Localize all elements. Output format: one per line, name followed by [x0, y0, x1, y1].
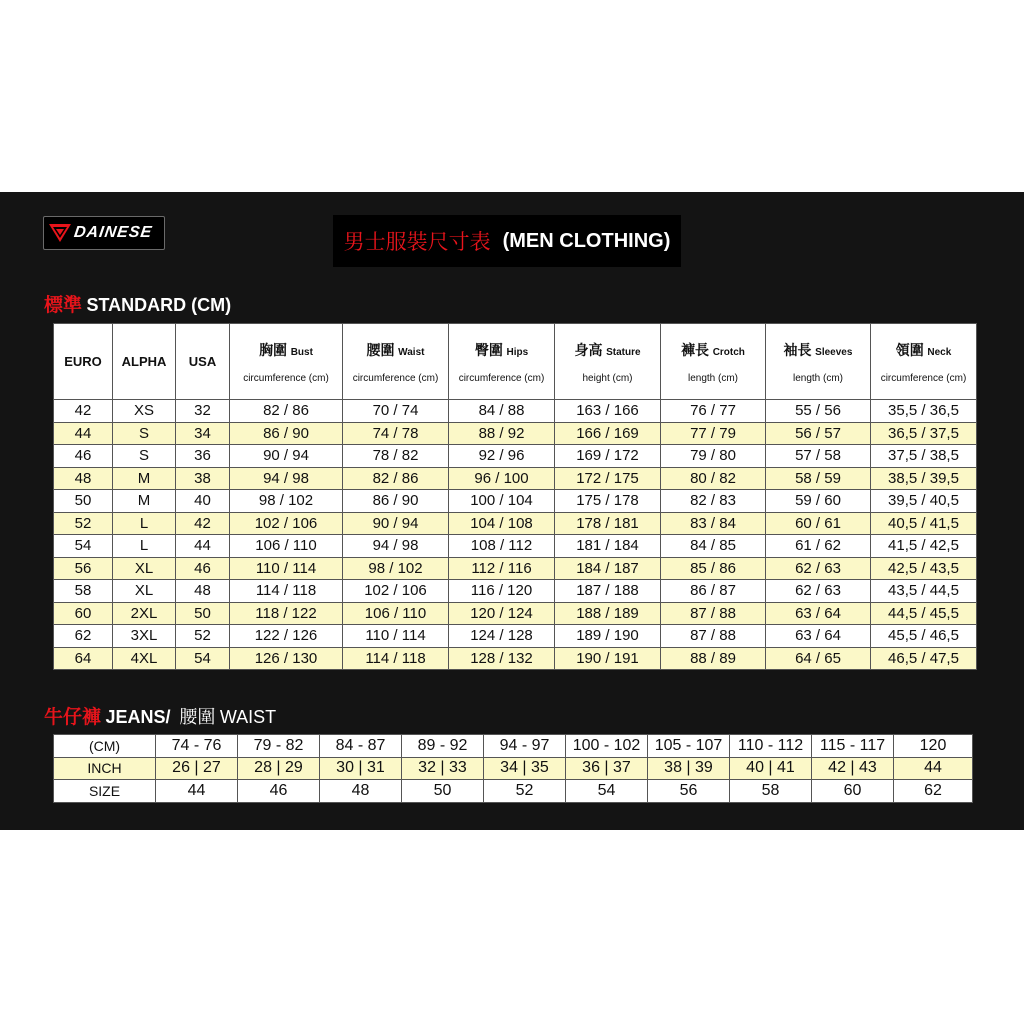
- table-cell: 114 / 118: [343, 647, 449, 670]
- col-header: EURO: [54, 324, 113, 400]
- table-cell: 60: [54, 602, 113, 625]
- table-cell: 79 / 80: [661, 445, 766, 468]
- table-cell: 46,5 / 47,5: [871, 647, 977, 670]
- table-cell: 42 | 43: [812, 757, 894, 780]
- table-cell: 166 / 169: [555, 422, 661, 445]
- table-cell: 36 | 37: [566, 757, 648, 780]
- table-cell: 48: [320, 780, 402, 803]
- table-cell: 79 - 82: [238, 735, 320, 758]
- table-cell: 126 / 130: [230, 647, 343, 670]
- table-cell: 54: [54, 535, 113, 558]
- col-header: 身高 Stature height (cm): [555, 324, 661, 400]
- jeans-heading-en2: WAIST: [219, 707, 277, 727]
- table-cell: 88 / 89: [661, 647, 766, 670]
- table-cell: L: [113, 512, 176, 535]
- table-cell: 175 / 178: [555, 490, 661, 513]
- table-cell: 94 - 97: [484, 735, 566, 758]
- table-cell: 54: [566, 780, 648, 803]
- col-header: 腰圍 Waist circumference (cm): [343, 324, 449, 400]
- table-cell: 38 | 39: [648, 757, 730, 780]
- jeans-heading-cn: 牛仔褲: [44, 706, 102, 728]
- standard-heading-cn: 標準: [44, 294, 83, 316]
- col-header: 臀圍 Hips circumference (cm): [449, 324, 555, 400]
- table-cell: 87 / 88: [661, 625, 766, 648]
- col-header: ALPHA: [113, 324, 176, 400]
- standard-size-table: [53, 323, 977, 670]
- title-en: (MEN CLOTHING): [502, 229, 671, 252]
- table-cell: 169 / 172: [555, 445, 661, 468]
- table-cell: 105 - 107: [648, 735, 730, 758]
- table-row: [54, 647, 977, 670]
- table-cell: 39,5 / 40,5: [871, 490, 977, 513]
- table-cell: 120: [894, 735, 973, 758]
- col-header: 領圍 Neck circumference (cm): [871, 324, 977, 400]
- table-cell: 122 / 126: [230, 625, 343, 648]
- table-cell: 30 | 31: [320, 757, 402, 780]
- page-title: [333, 215, 681, 267]
- table-cell: 58: [730, 780, 812, 803]
- table-row: [54, 735, 973, 758]
- table-row: [54, 557, 977, 580]
- table-cell: 98 / 102: [343, 557, 449, 580]
- table-cell: 76 / 77: [661, 400, 766, 423]
- jeans-size-table: [53, 734, 973, 803]
- standard-heading: [44, 290, 231, 317]
- table-row: [54, 757, 973, 780]
- table-cell: 104 / 108: [449, 512, 555, 535]
- table-cell: 118 / 122: [230, 602, 343, 625]
- table-cell: 98 / 102: [230, 490, 343, 513]
- table-cell: 178 / 181: [555, 512, 661, 535]
- table-cell: 48: [176, 580, 230, 603]
- table-cell: 56: [648, 780, 730, 803]
- table-cell: 45,5 / 46,5: [871, 625, 977, 648]
- table-cell: 112 / 116: [449, 557, 555, 580]
- table-cell: 28 | 29: [238, 757, 320, 780]
- dainese-devil-icon: [49, 224, 71, 242]
- table-cell: 96 / 100: [449, 467, 555, 490]
- table-cell: 38: [176, 467, 230, 490]
- table-cell: 89 - 92: [402, 735, 484, 758]
- table-cell: 88 / 92: [449, 422, 555, 445]
- col-header: 胸圍 Bust circumference (cm): [230, 324, 343, 400]
- table-cell: 84 / 85: [661, 535, 766, 558]
- table-cell: 2XL: [113, 602, 176, 625]
- table-cell: 92 / 96: [449, 445, 555, 468]
- table-cell: 60 / 61: [766, 512, 871, 535]
- jeans-heading: [44, 702, 276, 729]
- table-cell: 32: [176, 400, 230, 423]
- table-cell: 44: [894, 757, 973, 780]
- table-cell: 44: [54, 422, 113, 445]
- table-cell: L: [113, 535, 176, 558]
- table-row: [54, 400, 977, 423]
- table-cell: 58: [54, 580, 113, 603]
- table-cell: 114 / 118: [230, 580, 343, 603]
- table-cell: 63 / 64: [766, 602, 871, 625]
- table-cell: 108 / 112: [449, 535, 555, 558]
- table-cell: 78 / 82: [343, 445, 449, 468]
- table-cell: 57 / 58: [766, 445, 871, 468]
- table-cell: 46: [176, 557, 230, 580]
- table-cell: 52: [484, 780, 566, 803]
- table-cell: 82 / 86: [343, 467, 449, 490]
- table-cell: 48: [54, 467, 113, 490]
- jeans-heading-cn2: 腰圍: [179, 707, 216, 728]
- table-cell: 40,5 / 41,5: [871, 512, 977, 535]
- table-cell: 110 / 114: [230, 557, 343, 580]
- table-cell: 61 / 62: [766, 535, 871, 558]
- table-cell: 26 | 27: [156, 757, 238, 780]
- table-cell: 83 / 84: [661, 512, 766, 535]
- table-cell: 52: [54, 512, 113, 535]
- table-cell: 163 / 166: [555, 400, 661, 423]
- table-cell: S: [113, 445, 176, 468]
- table-cell: 90 / 94: [230, 445, 343, 468]
- table-cell: XL: [113, 580, 176, 603]
- table-cell: 82 / 86: [230, 400, 343, 423]
- table-cell: 85 / 86: [661, 557, 766, 580]
- table-cell: 102 / 106: [230, 512, 343, 535]
- table-cell: 77 / 79: [661, 422, 766, 445]
- table-cell: 54: [176, 647, 230, 670]
- table-cell: 184 / 187: [555, 557, 661, 580]
- table-row: [54, 422, 977, 445]
- title-cn: 男士服裝尺寸表: [343, 230, 491, 254]
- col-header: USA: [176, 324, 230, 400]
- table-cell: 32 | 33: [402, 757, 484, 780]
- table-cell: 50: [176, 602, 230, 625]
- table-cell: 46: [238, 780, 320, 803]
- table-cell: S: [113, 422, 176, 445]
- table-cell: 74 - 76: [156, 735, 238, 758]
- table-cell: 82 / 83: [661, 490, 766, 513]
- table-cell: 50: [54, 490, 113, 513]
- logo-text: DAINESE: [72, 224, 154, 241]
- table-cell: 38,5 / 39,5: [871, 467, 977, 490]
- table-cell: 100 / 104: [449, 490, 555, 513]
- table-cell: 63 / 64: [766, 625, 871, 648]
- table-row: [54, 602, 977, 625]
- table-cell: 42: [176, 512, 230, 535]
- table-cell: 100 - 102: [566, 735, 648, 758]
- table-cell: 55 / 56: [766, 400, 871, 423]
- table-cell: 56 / 57: [766, 422, 871, 445]
- table-cell: 59 / 60: [766, 490, 871, 513]
- standard-heading-en: STANDARD (CM): [86, 295, 232, 315]
- table-cell: 106 / 110: [343, 602, 449, 625]
- table-cell: 62: [894, 780, 973, 803]
- table-cell: 110 - 112: [730, 735, 812, 758]
- table-cell: 37,5 / 38,5: [871, 445, 977, 468]
- table-cell: M: [113, 490, 176, 513]
- table-cell: 172 / 175: [555, 467, 661, 490]
- standard-header-row: [54, 324, 977, 400]
- table-cell: 58 / 59: [766, 467, 871, 490]
- table-cell: 187 / 188: [555, 580, 661, 603]
- table-cell: 86 / 90: [343, 490, 449, 513]
- table-cell: 40 | 41: [730, 757, 812, 780]
- table-cell: 102 / 106: [343, 580, 449, 603]
- dainese-logo: [43, 216, 165, 250]
- table-cell: 94 / 98: [343, 535, 449, 558]
- table-cell: M: [113, 467, 176, 490]
- table-cell: 115 - 117: [812, 735, 894, 758]
- table-cell: 43,5 / 44,5: [871, 580, 977, 603]
- table-cell: 87 / 88: [661, 602, 766, 625]
- table-cell: 120 / 124: [449, 602, 555, 625]
- table-cell: 84 - 87: [320, 735, 402, 758]
- table-row: [54, 780, 973, 803]
- table-cell: 60: [812, 780, 894, 803]
- table-cell: 188 / 189: [555, 602, 661, 625]
- table-cell: 84 / 88: [449, 400, 555, 423]
- table-cell: 70 / 74: [343, 400, 449, 423]
- table-cell: 40: [176, 490, 230, 513]
- row-label: INCH: [54, 757, 156, 780]
- table-cell: 190 / 191: [555, 647, 661, 670]
- table-cell: 64 / 65: [766, 647, 871, 670]
- table-cell: 36,5 / 37,5: [871, 422, 977, 445]
- table-cell: 74 / 78: [343, 422, 449, 445]
- table-row: [54, 445, 977, 468]
- table-cell: 42: [54, 400, 113, 423]
- table-cell: 62: [54, 625, 113, 648]
- table-row: [54, 512, 977, 535]
- table-cell: 41,5 / 42,5: [871, 535, 977, 558]
- table-cell: 44,5 / 45,5: [871, 602, 977, 625]
- table-cell: 124 / 128: [449, 625, 555, 648]
- table-cell: 189 / 190: [555, 625, 661, 648]
- col-header: 袖長 Sleeves length (cm): [766, 324, 871, 400]
- table-cell: 42,5 / 43,5: [871, 557, 977, 580]
- table-cell: 116 / 120: [449, 580, 555, 603]
- table-row: [54, 467, 977, 490]
- row-label: (CM): [54, 735, 156, 758]
- table-cell: 44: [176, 535, 230, 558]
- table-cell: 64: [54, 647, 113, 670]
- table-cell: 62 / 63: [766, 557, 871, 580]
- table-cell: 86 / 87: [661, 580, 766, 603]
- table-cell: 44: [156, 780, 238, 803]
- table-cell: 50: [402, 780, 484, 803]
- row-label: SIZE: [54, 780, 156, 803]
- table-cell: 62 / 63: [766, 580, 871, 603]
- table-row: [54, 535, 977, 558]
- col-header: 褲長 Crotch length (cm): [661, 324, 766, 400]
- table-cell: XS: [113, 400, 176, 423]
- table-cell: 110 / 114: [343, 625, 449, 648]
- table-row: [54, 490, 977, 513]
- table-cell: 34 | 35: [484, 757, 566, 780]
- table-cell: 34: [176, 422, 230, 445]
- table-cell: 56: [54, 557, 113, 580]
- table-cell: 4XL: [113, 647, 176, 670]
- table-row: [54, 625, 977, 648]
- table-cell: 36: [176, 445, 230, 468]
- table-cell: 80 / 82: [661, 467, 766, 490]
- table-cell: 86 / 90: [230, 422, 343, 445]
- table-cell: 52: [176, 625, 230, 648]
- table-cell: 90 / 94: [343, 512, 449, 535]
- table-cell: XL: [113, 557, 176, 580]
- table-cell: 106 / 110: [230, 535, 343, 558]
- table-cell: 181 / 184: [555, 535, 661, 558]
- table-cell: 3XL: [113, 625, 176, 648]
- table-cell: 128 / 132: [449, 647, 555, 670]
- table-cell: 35,5 / 36,5: [871, 400, 977, 423]
- table-cell: 46: [54, 445, 113, 468]
- table-cell: 94 / 98: [230, 467, 343, 490]
- jeans-heading-en: JEANS/: [105, 707, 171, 727]
- table-row: [54, 580, 977, 603]
